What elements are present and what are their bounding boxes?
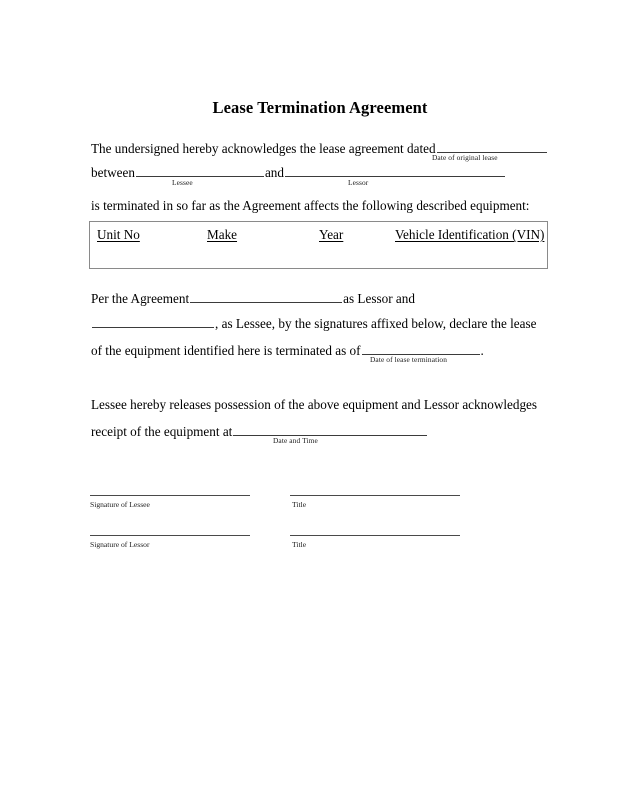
lessee-title-field[interactable]: [290, 495, 460, 496]
signature-of-lessor-label: Signature of Lessor: [90, 540, 150, 549]
lessee-name-field[interactable]: [136, 165, 264, 177]
column-header-year: Year: [319, 227, 344, 242]
paragraph1-line3: is terminated in so far as the Agreement affects the following described equipment:: [91, 198, 530, 213]
column-header-make: Make: [207, 227, 238, 242]
date-of-original-lease-field[interactable]: [437, 141, 547, 153]
signature-of-lessee-field[interactable]: [90, 495, 250, 496]
equipment-table: [89, 221, 548, 269]
lessee-title-label: Title: [292, 500, 307, 509]
lessor-title-field[interactable]: [290, 535, 460, 536]
lessor-caption: Lessor: [348, 178, 369, 187]
page-title: Lease Termination Agreement: [212, 98, 428, 117]
paragraph1-between-text: between: [91, 164, 135, 180]
paragraph1-line2: [91, 165, 506, 179]
date-of-lease-termination-field[interactable]: [362, 343, 480, 355]
lessor-party-field[interactable]: [190, 291, 342, 303]
paragraph2-as-lessor-text: as Lessor and: [343, 290, 415, 306]
paragraph3-line2: [91, 424, 428, 438]
paragraph2-line2: [91, 316, 537, 330]
paragraph2-period-text: .: [480, 342, 484, 358]
date-of-original-lease-caption: Date of original lease: [432, 153, 498, 162]
date-and-time-caption: Date and Time: [273, 436, 318, 445]
paragraph3-line1: Lessee hereby releases possession of the above equipment and Lessor acknowledges: [91, 397, 538, 412]
paragraph1-line1-text: The undersigned hereby acknowledges the lease agreement dated: [91, 140, 436, 156]
date-of-lease-termination-caption: Date of lease termination: [370, 355, 447, 364]
paragraph2-per-agreement-text: Per the Agreement: [91, 290, 190, 306]
paragraph1-and-text: and: [264, 164, 284, 180]
lessor-title-label: Title: [292, 540, 307, 549]
column-header-unit-no: Unit No: [97, 227, 140, 242]
lessor-name-field[interactable]: [285, 165, 505, 177]
paragraph2-terminated-text: of the equipment identified here is terminated as of: [91, 342, 361, 358]
signature-of-lessee-label: Signature of Lessee: [90, 500, 150, 509]
lessee-caption: Lessee: [172, 178, 193, 187]
paragraph2-line1: [91, 291, 415, 305]
date-and-time-field[interactable]: [233, 424, 427, 436]
paragraph3-receipt-text: receipt of the equipment at: [91, 423, 233, 439]
paragraph2-as-lessee-text: , as Lessee, by the signatures affixed below, declare the lease: [215, 315, 537, 331]
lessee-party-field[interactable]: [92, 316, 214, 328]
equipment-table-header-row: [90, 227, 547, 247]
column-header-vin: Vehicle Identification (VIN): [395, 227, 545, 242]
signature-of-lessor-field[interactable]: [90, 535, 250, 536]
